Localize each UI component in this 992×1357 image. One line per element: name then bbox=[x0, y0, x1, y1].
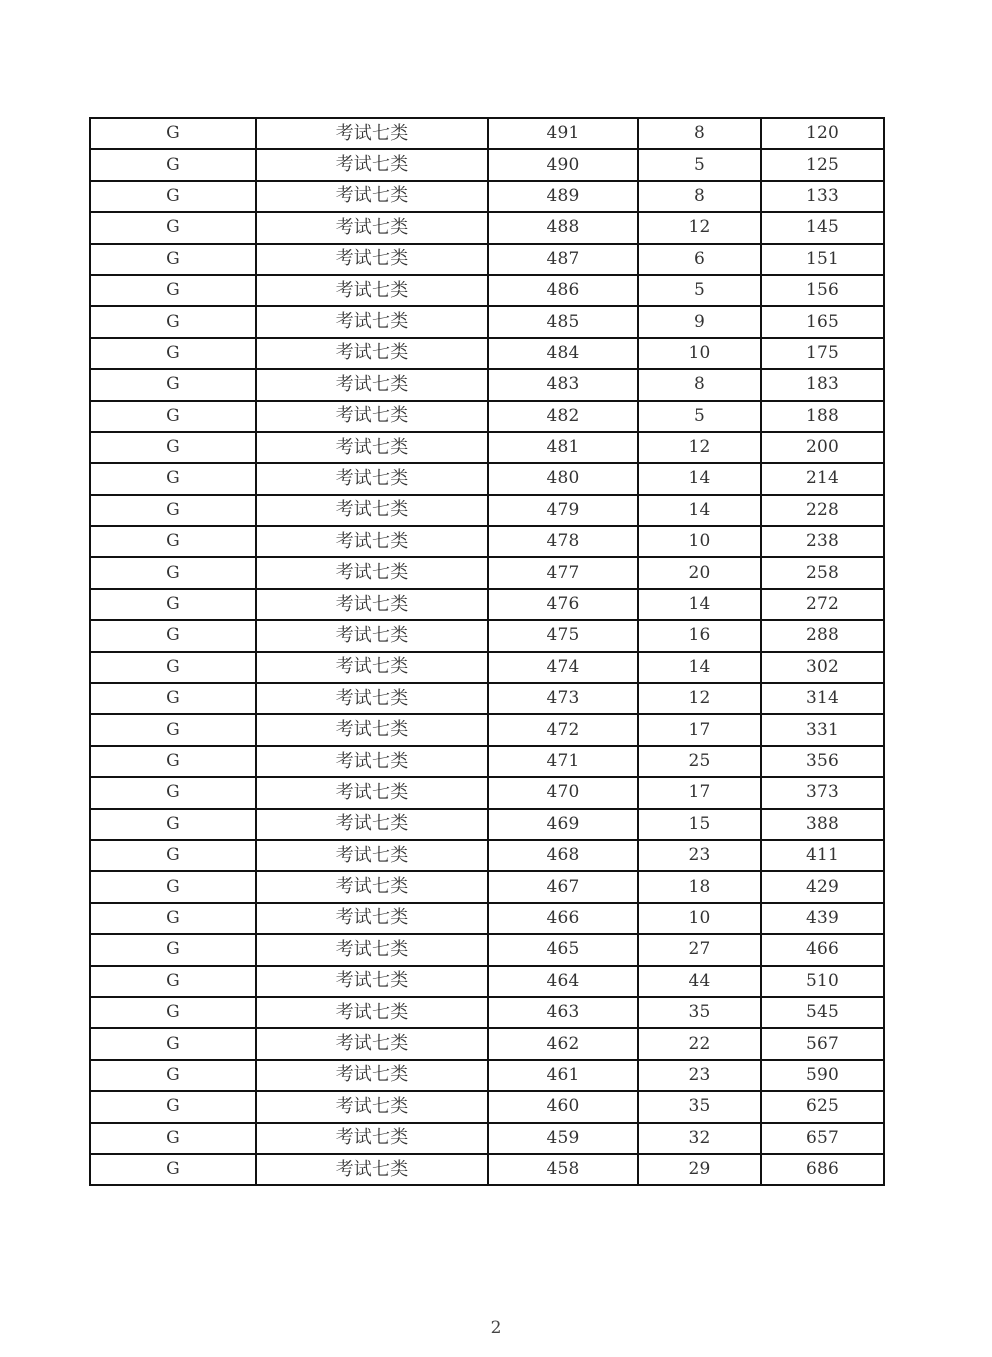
table-row bbox=[90, 746, 884, 777]
score-cell: 464 bbox=[488, 966, 638, 997]
cumulative-cell: 302 bbox=[761, 652, 884, 683]
table-row bbox=[90, 683, 884, 714]
category-cell: 考试七类 bbox=[256, 589, 488, 620]
score-cell: 490 bbox=[488, 149, 638, 180]
group-cell: G bbox=[90, 1091, 256, 1122]
group-cell: G bbox=[90, 275, 256, 306]
table-row bbox=[90, 620, 884, 651]
count-cell: 12 bbox=[638, 212, 761, 243]
category-cell: 考试七类 bbox=[256, 966, 488, 997]
count-cell: 14 bbox=[638, 589, 761, 620]
group-cell: G bbox=[90, 1060, 256, 1091]
category-cell: 考试七类 bbox=[256, 557, 488, 588]
group-cell: G bbox=[90, 683, 256, 714]
count-cell: 5 bbox=[638, 275, 761, 306]
score-cell: 488 bbox=[488, 212, 638, 243]
score-cell: 463 bbox=[488, 997, 638, 1028]
cumulative-cell: 657 bbox=[761, 1123, 884, 1154]
table-row bbox=[90, 338, 884, 369]
cumulative-cell: 133 bbox=[761, 181, 884, 212]
group-cell: G bbox=[90, 652, 256, 683]
count-cell: 18 bbox=[638, 871, 761, 902]
cumulative-cell: 429 bbox=[761, 871, 884, 902]
category-cell: 考试七类 bbox=[256, 275, 488, 306]
category-cell: 考试七类 bbox=[256, 495, 488, 526]
cumulative-cell: 373 bbox=[761, 777, 884, 808]
count-cell: 14 bbox=[638, 463, 761, 494]
cumulative-cell: 439 bbox=[761, 903, 884, 934]
category-cell: 考试七类 bbox=[256, 652, 488, 683]
category-cell: 考试七类 bbox=[256, 401, 488, 432]
cumulative-cell: 175 bbox=[761, 338, 884, 369]
cumulative-cell: 466 bbox=[761, 934, 884, 965]
table-row bbox=[90, 1060, 884, 1091]
count-cell: 17 bbox=[638, 714, 761, 745]
count-cell: 17 bbox=[638, 777, 761, 808]
table-row bbox=[90, 714, 884, 745]
count-cell: 35 bbox=[638, 997, 761, 1028]
cumulative-cell: 238 bbox=[761, 526, 884, 557]
score-cell: 484 bbox=[488, 338, 638, 369]
category-cell: 考试七类 bbox=[256, 1060, 488, 1091]
table-row bbox=[90, 401, 884, 432]
count-cell: 8 bbox=[638, 369, 761, 400]
score-cell: 471 bbox=[488, 746, 638, 777]
count-cell: 35 bbox=[638, 1091, 761, 1122]
count-cell: 23 bbox=[638, 840, 761, 871]
category-cell: 考试七类 bbox=[256, 432, 488, 463]
score-cell: 480 bbox=[488, 463, 638, 494]
cumulative-cell: 151 bbox=[761, 244, 884, 275]
group-cell: G bbox=[90, 212, 256, 243]
category-cell: 考试七类 bbox=[256, 526, 488, 557]
score-cell: 482 bbox=[488, 401, 638, 432]
count-cell: 10 bbox=[638, 526, 761, 557]
table-row bbox=[90, 1123, 884, 1154]
table-row bbox=[90, 777, 884, 808]
group-cell: G bbox=[90, 934, 256, 965]
score-cell: 459 bbox=[488, 1123, 638, 1154]
cumulative-cell: 686 bbox=[761, 1154, 884, 1185]
score-cell: 469 bbox=[488, 809, 638, 840]
cumulative-cell: 356 bbox=[761, 746, 884, 777]
count-cell: 23 bbox=[638, 1060, 761, 1091]
category-cell: 考试七类 bbox=[256, 1028, 488, 1059]
cumulative-cell: 331 bbox=[761, 714, 884, 745]
table-row bbox=[90, 181, 884, 212]
table-body bbox=[90, 118, 884, 1185]
score-cell: 467 bbox=[488, 871, 638, 902]
category-cell: 考试七类 bbox=[256, 149, 488, 180]
category-cell: 考试七类 bbox=[256, 1154, 488, 1185]
table-row bbox=[90, 1091, 884, 1122]
cumulative-cell: 625 bbox=[761, 1091, 884, 1122]
score-cell: 470 bbox=[488, 777, 638, 808]
cumulative-cell: 125 bbox=[761, 149, 884, 180]
table-row bbox=[90, 212, 884, 243]
count-cell: 10 bbox=[638, 903, 761, 934]
group-cell: G bbox=[90, 1154, 256, 1185]
group-cell: G bbox=[90, 589, 256, 620]
category-cell: 考试七类 bbox=[256, 809, 488, 840]
score-table bbox=[89, 117, 885, 1186]
score-cell: 476 bbox=[488, 589, 638, 620]
score-cell: 474 bbox=[488, 652, 638, 683]
score-cell: 458 bbox=[488, 1154, 638, 1185]
category-cell: 考试七类 bbox=[256, 934, 488, 965]
score-cell: 483 bbox=[488, 369, 638, 400]
group-cell: G bbox=[90, 432, 256, 463]
group-cell: G bbox=[90, 997, 256, 1028]
table-row bbox=[90, 432, 884, 463]
count-cell: 8 bbox=[638, 118, 761, 149]
score-cell: 461 bbox=[488, 1060, 638, 1091]
group-cell: G bbox=[90, 181, 256, 212]
group-cell: G bbox=[90, 1028, 256, 1059]
cumulative-cell: 590 bbox=[761, 1060, 884, 1091]
count-cell: 15 bbox=[638, 809, 761, 840]
cumulative-cell: 288 bbox=[761, 620, 884, 651]
count-cell: 10 bbox=[638, 338, 761, 369]
cumulative-cell: 156 bbox=[761, 275, 884, 306]
group-cell: G bbox=[90, 463, 256, 494]
table-row bbox=[90, 809, 884, 840]
count-cell: 9 bbox=[638, 306, 761, 337]
category-cell: 考试七类 bbox=[256, 871, 488, 902]
cumulative-cell: 545 bbox=[761, 997, 884, 1028]
score-cell: 485 bbox=[488, 306, 638, 337]
cumulative-cell: 258 bbox=[761, 557, 884, 588]
table-row bbox=[90, 934, 884, 965]
category-cell: 考试七类 bbox=[256, 777, 488, 808]
group-cell: G bbox=[90, 871, 256, 902]
cumulative-cell: 510 bbox=[761, 966, 884, 997]
group-cell: G bbox=[90, 557, 256, 588]
table-row bbox=[90, 1154, 884, 1185]
score-cell: 468 bbox=[488, 840, 638, 871]
category-cell: 考试七类 bbox=[256, 903, 488, 934]
count-cell: 22 bbox=[638, 1028, 761, 1059]
cumulative-cell: 145 bbox=[761, 212, 884, 243]
category-cell: 考试七类 bbox=[256, 338, 488, 369]
cumulative-cell: 314 bbox=[761, 683, 884, 714]
cumulative-cell: 183 bbox=[761, 369, 884, 400]
score-cell: 477 bbox=[488, 557, 638, 588]
table-row bbox=[90, 840, 884, 871]
count-cell: 5 bbox=[638, 149, 761, 180]
cumulative-cell: 272 bbox=[761, 589, 884, 620]
cumulative-cell: 411 bbox=[761, 840, 884, 871]
score-cell: 475 bbox=[488, 620, 638, 651]
group-cell: G bbox=[90, 903, 256, 934]
category-cell: 考试七类 bbox=[256, 118, 488, 149]
table-row bbox=[90, 589, 884, 620]
count-cell: 5 bbox=[638, 401, 761, 432]
category-cell: 考试七类 bbox=[256, 1091, 488, 1122]
category-cell: 考试七类 bbox=[256, 463, 488, 494]
group-cell: G bbox=[90, 369, 256, 400]
category-cell: 考试七类 bbox=[256, 620, 488, 651]
count-cell: 32 bbox=[638, 1123, 761, 1154]
group-cell: G bbox=[90, 526, 256, 557]
category-cell: 考试七类 bbox=[256, 714, 488, 745]
count-cell: 20 bbox=[638, 557, 761, 588]
group-cell: G bbox=[90, 777, 256, 808]
table-row bbox=[90, 118, 884, 149]
page-number: 2 bbox=[490, 1318, 502, 1338]
table-row bbox=[90, 244, 884, 275]
table-row bbox=[90, 495, 884, 526]
count-cell: 8 bbox=[638, 181, 761, 212]
count-cell: 6 bbox=[638, 244, 761, 275]
score-cell: 473 bbox=[488, 683, 638, 714]
cumulative-cell: 388 bbox=[761, 809, 884, 840]
cumulative-cell: 120 bbox=[761, 118, 884, 149]
score-cell: 489 bbox=[488, 181, 638, 212]
category-cell: 考试七类 bbox=[256, 212, 488, 243]
category-cell: 考试七类 bbox=[256, 840, 488, 871]
score-cell: 472 bbox=[488, 714, 638, 745]
cumulative-cell: 214 bbox=[761, 463, 884, 494]
count-cell: 12 bbox=[638, 683, 761, 714]
table-row bbox=[90, 903, 884, 934]
count-cell: 25 bbox=[638, 746, 761, 777]
score-cell: 466 bbox=[488, 903, 638, 934]
count-cell: 27 bbox=[638, 934, 761, 965]
count-cell: 12 bbox=[638, 432, 761, 463]
count-cell: 44 bbox=[638, 966, 761, 997]
count-cell: 14 bbox=[638, 652, 761, 683]
group-cell: G bbox=[90, 118, 256, 149]
category-cell: 考试七类 bbox=[256, 181, 488, 212]
score-cell: 479 bbox=[488, 495, 638, 526]
table-row bbox=[90, 306, 884, 337]
category-cell: 考试七类 bbox=[256, 306, 488, 337]
group-cell: G bbox=[90, 809, 256, 840]
category-cell: 考试七类 bbox=[256, 244, 488, 275]
category-cell: 考试七类 bbox=[256, 1123, 488, 1154]
table-row bbox=[90, 997, 884, 1028]
table-row bbox=[90, 369, 884, 400]
cumulative-cell: 567 bbox=[761, 1028, 884, 1059]
score-cell: 486 bbox=[488, 275, 638, 306]
table-row bbox=[90, 652, 884, 683]
table-row bbox=[90, 1028, 884, 1059]
category-cell: 考试七类 bbox=[256, 369, 488, 400]
group-cell: G bbox=[90, 338, 256, 369]
category-cell: 考试七类 bbox=[256, 683, 488, 714]
group-cell: G bbox=[90, 620, 256, 651]
score-cell: 491 bbox=[488, 118, 638, 149]
table-row bbox=[90, 966, 884, 997]
category-cell: 考试七类 bbox=[256, 746, 488, 777]
group-cell: G bbox=[90, 495, 256, 526]
count-cell: 29 bbox=[638, 1154, 761, 1185]
category-cell: 考试七类 bbox=[256, 997, 488, 1028]
score-cell: 462 bbox=[488, 1028, 638, 1059]
group-cell: G bbox=[90, 306, 256, 337]
group-cell: G bbox=[90, 244, 256, 275]
table-row bbox=[90, 871, 884, 902]
count-cell: 16 bbox=[638, 620, 761, 651]
table-row bbox=[90, 557, 884, 588]
table-row bbox=[90, 275, 884, 306]
score-cell: 481 bbox=[488, 432, 638, 463]
group-cell: G bbox=[90, 1123, 256, 1154]
group-cell: G bbox=[90, 149, 256, 180]
table-row bbox=[90, 463, 884, 494]
cumulative-cell: 165 bbox=[761, 306, 884, 337]
count-cell: 14 bbox=[638, 495, 761, 526]
cumulative-cell: 228 bbox=[761, 495, 884, 526]
group-cell: G bbox=[90, 840, 256, 871]
group-cell: G bbox=[90, 746, 256, 777]
group-cell: G bbox=[90, 714, 256, 745]
score-cell: 478 bbox=[488, 526, 638, 557]
group-cell: G bbox=[90, 401, 256, 432]
cumulative-cell: 188 bbox=[761, 401, 884, 432]
table-row bbox=[90, 526, 884, 557]
table-row bbox=[90, 149, 884, 180]
score-cell: 487 bbox=[488, 244, 638, 275]
score-cell: 465 bbox=[488, 934, 638, 965]
score-cell: 460 bbox=[488, 1091, 638, 1122]
group-cell: G bbox=[90, 966, 256, 997]
cumulative-cell: 200 bbox=[761, 432, 884, 463]
